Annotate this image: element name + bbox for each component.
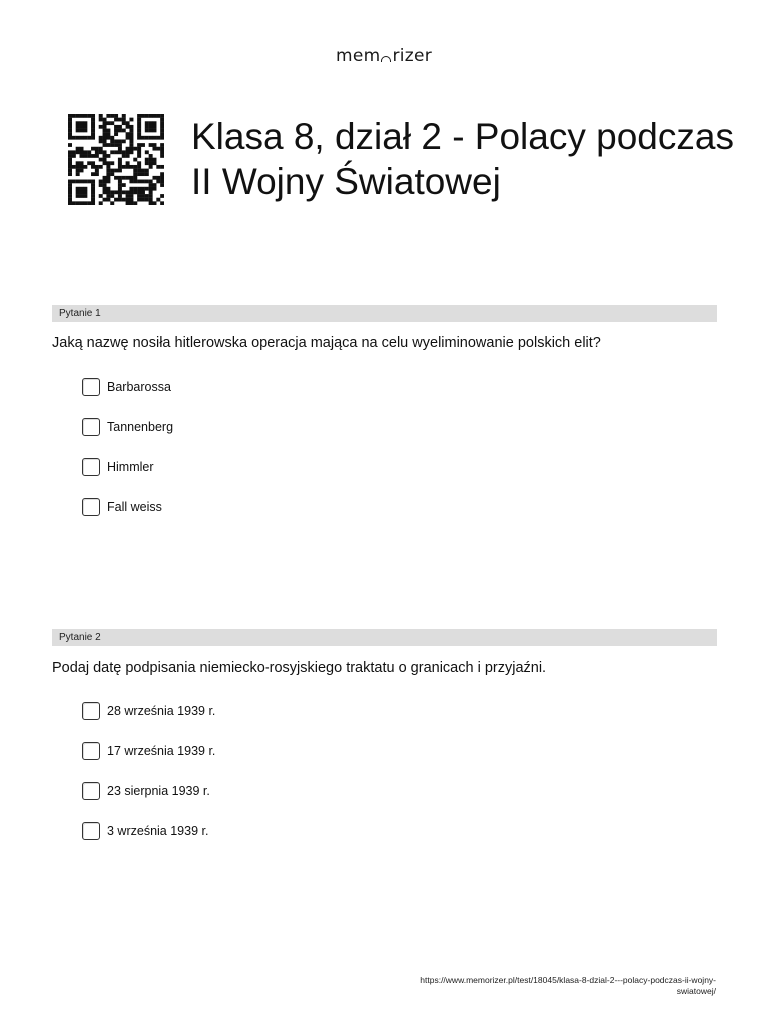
answer-label: Tannenberg bbox=[107, 420, 174, 434]
answer-label: 28 września 1939 r. bbox=[107, 704, 216, 718]
checkbox-icon[interactable] bbox=[82, 782, 100, 800]
checkbox-icon[interactable] bbox=[82, 458, 100, 476]
checkbox-icon[interactable] bbox=[82, 498, 100, 516]
footer-url-line: https://www.memorizer.pl/test/18045/klasa-8-dzial-2---polacy-podczas-ii-wojny- bbox=[420, 975, 716, 985]
question-text: Podaj datę podpisania niemiecko-rosyjskiego traktatu o granicach i przyjaźni. bbox=[52, 660, 547, 676]
question-header: Pytanie 2 bbox=[52, 629, 717, 646]
answer-option[interactable] bbox=[82, 741, 215, 761]
answer-label: Himmler bbox=[107, 460, 154, 474]
question-header: Pytanie 1 bbox=[52, 305, 717, 322]
answer-option[interactable] bbox=[82, 781, 210, 801]
checkbox-icon[interactable] bbox=[82, 702, 100, 720]
answer-option[interactable] bbox=[82, 821, 208, 841]
logo-text-right: rizer bbox=[392, 46, 433, 66]
answer-label: 3 września 1939 r. bbox=[107, 824, 209, 838]
answer-option[interactable] bbox=[82, 701, 215, 721]
answer-option[interactable] bbox=[82, 377, 171, 397]
logo-text-left: mem bbox=[335, 46, 381, 66]
memorizer-logo bbox=[0, 46, 768, 66]
checkbox-icon[interactable] bbox=[82, 378, 100, 396]
question-text: Jaką nazwę nosiła hitlerowska operacja mająca na celu wyeliminowanie polskich elit? bbox=[52, 335, 601, 351]
footer-url[interactable] bbox=[376, 975, 716, 997]
answer-label: 23 sierpnia 1939 r. bbox=[107, 784, 210, 798]
logo-o-icon bbox=[381, 56, 391, 62]
answer-label: Fall weiss bbox=[107, 500, 162, 514]
answer-label: Barbarossa bbox=[107, 380, 171, 394]
answer-option[interactable] bbox=[82, 417, 173, 437]
checkbox-icon[interactable] bbox=[82, 822, 100, 840]
checkbox-icon[interactable] bbox=[82, 742, 100, 760]
document-title: Klasa 8, dział 2 - Polacy podczas II Wojny Światowej bbox=[191, 116, 734, 202]
answer-option[interactable] bbox=[82, 497, 162, 517]
qr-code-icon bbox=[68, 114, 164, 205]
answer-label: 17 września 1939 r. bbox=[107, 744, 216, 758]
answer-option[interactable] bbox=[82, 457, 154, 477]
footer-url-line: swiatowej/ bbox=[676, 986, 716, 996]
checkbox-icon[interactable] bbox=[82, 418, 100, 436]
